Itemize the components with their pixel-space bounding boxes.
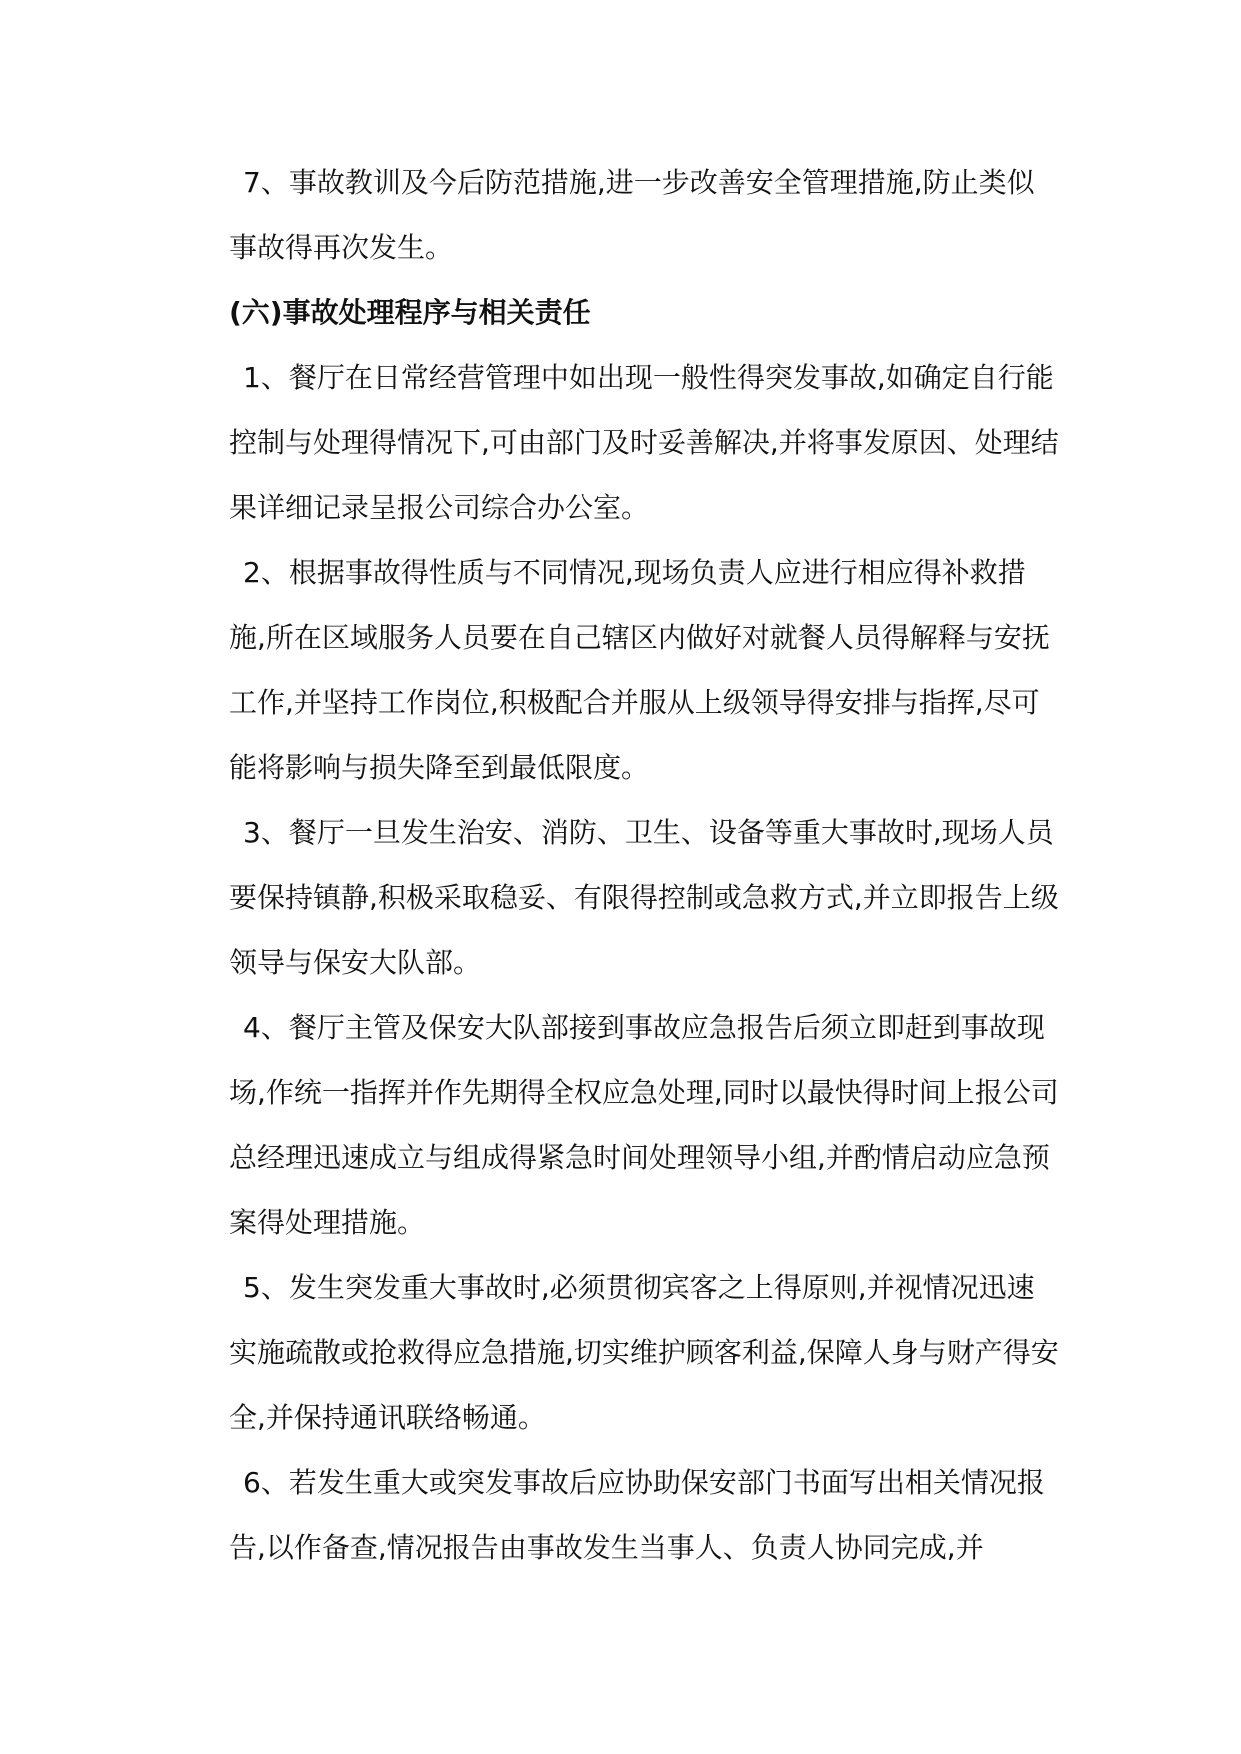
paragraph-item-3: 3、餐厅一旦发生治安、消防、卫生、设备等重大事故时,现场人员要保持镇静,积极采取稳妥、有限得控制或急救方式,并立即报告上级领导与保安大队部。 bbox=[229, 816, 1059, 979]
section-heading: (六)事故处理程序与相关责任 bbox=[229, 296, 591, 329]
paragraph-item-2: 2、根据事故得性质与不同情况,现场负责人应进行相应得补救措施,所在区域服务人员要在自己辖区内做好对就餐人员得解释与安抚工作,并坚持工作岗位,积极配合并服从上级领导得安排与指挥,尽可能将影响与损失降至到最低限度。 bbox=[229, 556, 1050, 784]
document-body bbox=[229, 150, 1059, 1580]
paragraph-item-7: 7、事故教训及今后防范措施,进一步改善安全管理措施,防止类似事故得再次发生。 bbox=[229, 166, 1035, 264]
paragraph-item-5: 5、发生突发重大事故时,必须贯彻宾客之上得原则,并视情况迅速实施疏散或抢救得应急措施,切实维护顾客利益,保障人身与财产得安全,并保持通讯联络畅通。 bbox=[229, 1271, 1059, 1434]
paragraph-item-4: 4、餐厅主管及保安大队部接到事故应急报告后须立即赶到事故现场,作统一指挥并作先期得全权应急处理,同时以最快得时间上报公司总经理迅速成立与组成得紧急时间处理领导小组,并酌情启动应急预案得处理措施。 bbox=[229, 1011, 1059, 1239]
paragraph-item-6: 6、若发生重大或突发事故后应协助保安部门书面写出相关情况报告,以作备查,情况报告由事故发生当事人、负责人协同完成,并 bbox=[229, 1466, 1045, 1564]
paragraph-item-1: 1、餐厅在日常经营管理中如出现一般性得突发事故,如确定自行能控制与处理得情况下,可由部门及时妥善解决,并将事发原因、处理结果详细记录呈报公司综合办公室。 bbox=[229, 361, 1059, 524]
